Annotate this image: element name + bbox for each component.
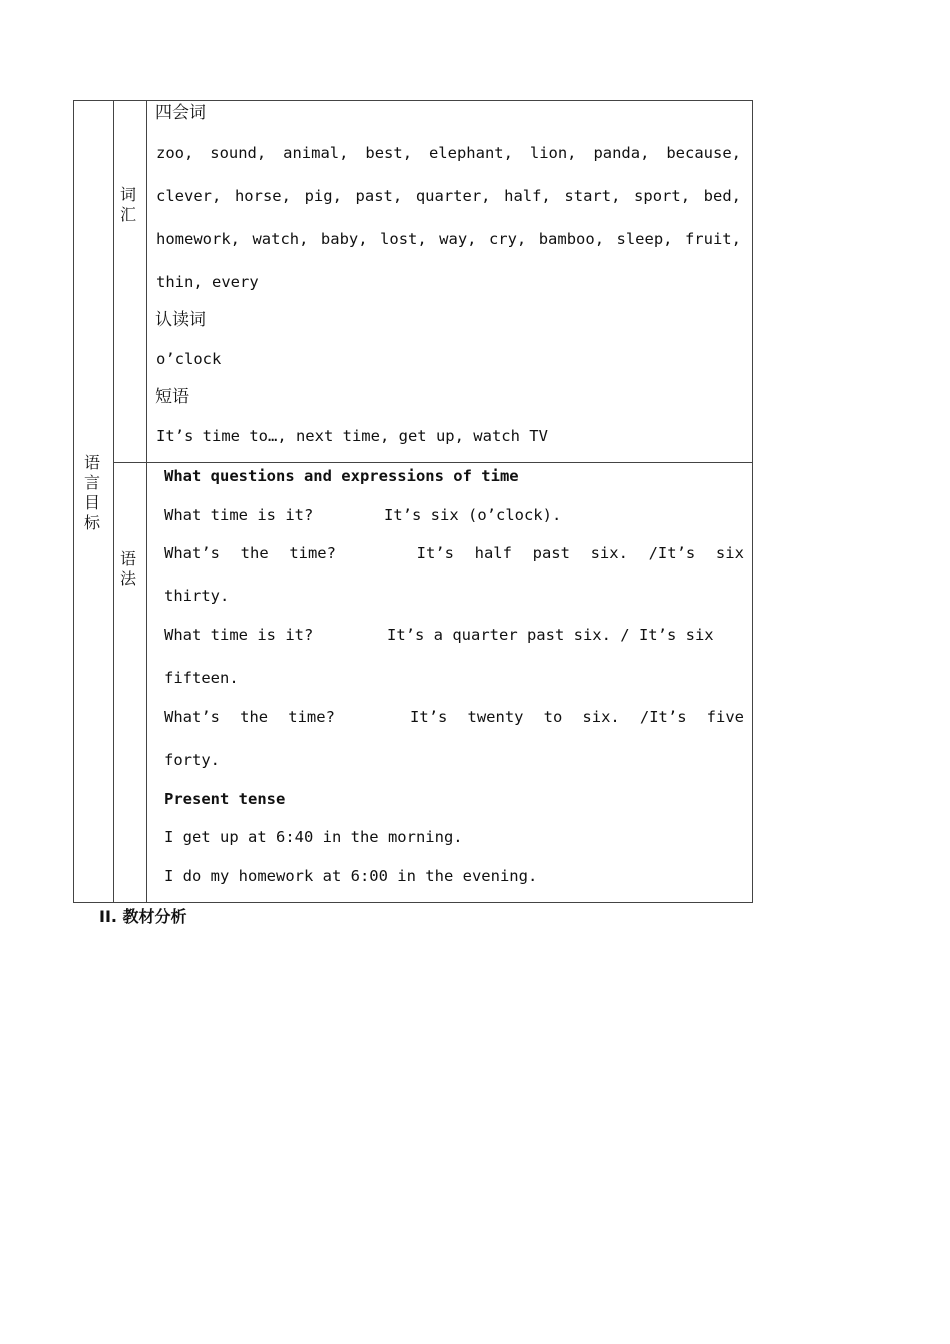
- word: elephant,: [428, 144, 513, 162]
- recognize-title: 认读词: [155, 310, 206, 330]
- word: clever,: [156, 187, 222, 205]
- word: horse,: [234, 187, 291, 205]
- word: What’s: [164, 708, 220, 726]
- sentence-2: I do my homework at 6:00 in the evening.: [164, 867, 538, 885]
- row-label-language-goals: 语言目标: [83, 453, 100, 532]
- phrase-title: 短语: [155, 387, 189, 407]
- word: /It’s: [648, 544, 696, 562]
- word: What’s: [164, 544, 220, 562]
- section-heading-textbook-analysis: II. 教材分析: [99, 907, 187, 926]
- column-divider-1: [113, 101, 114, 902]
- word: /It’s: [639, 708, 687, 726]
- word: the: [240, 544, 269, 562]
- word: the: [240, 708, 269, 726]
- word: half: [474, 544, 512, 562]
- word: way,: [439, 230, 477, 248]
- recognize-words: o’clock: [156, 350, 222, 368]
- word: lost,: [380, 230, 427, 248]
- word: bed,: [703, 187, 741, 205]
- word: lion,: [529, 144, 577, 162]
- word: half,: [504, 187, 551, 205]
- question-3: What time is it?: [164, 626, 314, 644]
- word: sport,: [634, 187, 691, 205]
- word: because,: [666, 144, 741, 162]
- word: time?: [289, 544, 336, 562]
- qa-line-2: [164, 542, 744, 564]
- word: bamboo,: [538, 230, 605, 248]
- qa-line-2-cont: thirty.: [164, 587, 230, 605]
- four-skill-line-2: [156, 185, 741, 207]
- objectives-table: [73, 100, 753, 903]
- grammar-heading-time: What questions and expressions of time: [164, 467, 519, 485]
- word: time?: [288, 708, 335, 726]
- word: It’s: [416, 544, 454, 562]
- word: sleep,: [616, 230, 673, 248]
- word: six.: [582, 708, 620, 726]
- word: past: [532, 544, 570, 562]
- word: pig,: [304, 187, 342, 205]
- qa-line-3-cont: fifteen.: [164, 669, 239, 687]
- answer-3: It’s a quarter past six. / It’s six: [387, 626, 714, 644]
- word: watch,: [252, 230, 309, 248]
- word: six.: [590, 544, 628, 562]
- sentence-1: I get up at 6:40 in the morning.: [164, 828, 463, 846]
- row-divider: [113, 462, 752, 463]
- word: homework,: [156, 230, 240, 248]
- grammar-label: 语法: [119, 549, 136, 588]
- word: five: [706, 708, 744, 726]
- phrases: It’s time to…, next time, get up, watch TV: [156, 427, 548, 445]
- word: fruit,: [684, 230, 741, 248]
- word: twenty: [467, 708, 524, 726]
- word: sound,: [210, 144, 267, 162]
- vocab-label: 词汇: [119, 185, 136, 224]
- four-skill-title: 四会词: [155, 103, 206, 123]
- word: baby,: [320, 230, 368, 248]
- question-1: What time is it?: [164, 506, 314, 524]
- word: It’s: [410, 708, 448, 726]
- four-skill-line-3: [156, 228, 741, 250]
- answer-1: It’s six (o’clock).: [384, 506, 562, 524]
- word: six: [715, 544, 744, 562]
- word: to: [543, 708, 563, 726]
- word: quarter,: [415, 187, 491, 205]
- word: cry,: [488, 230, 527, 248]
- qa-line-4-cont: forty.: [164, 751, 220, 769]
- word: panda,: [593, 144, 650, 162]
- qa-line-4: [164, 706, 744, 728]
- four-skill-line-1: [156, 142, 741, 164]
- word: best,: [365, 144, 413, 162]
- word: past,: [355, 187, 403, 205]
- column-divider-2: [146, 101, 147, 902]
- word: zoo,: [156, 144, 194, 162]
- word: animal,: [283, 144, 349, 162]
- grammar-heading-present-tense: Present tense: [164, 790, 286, 808]
- word: start,: [564, 187, 621, 205]
- four-skill-line-4: thin, every: [156, 273, 259, 291]
